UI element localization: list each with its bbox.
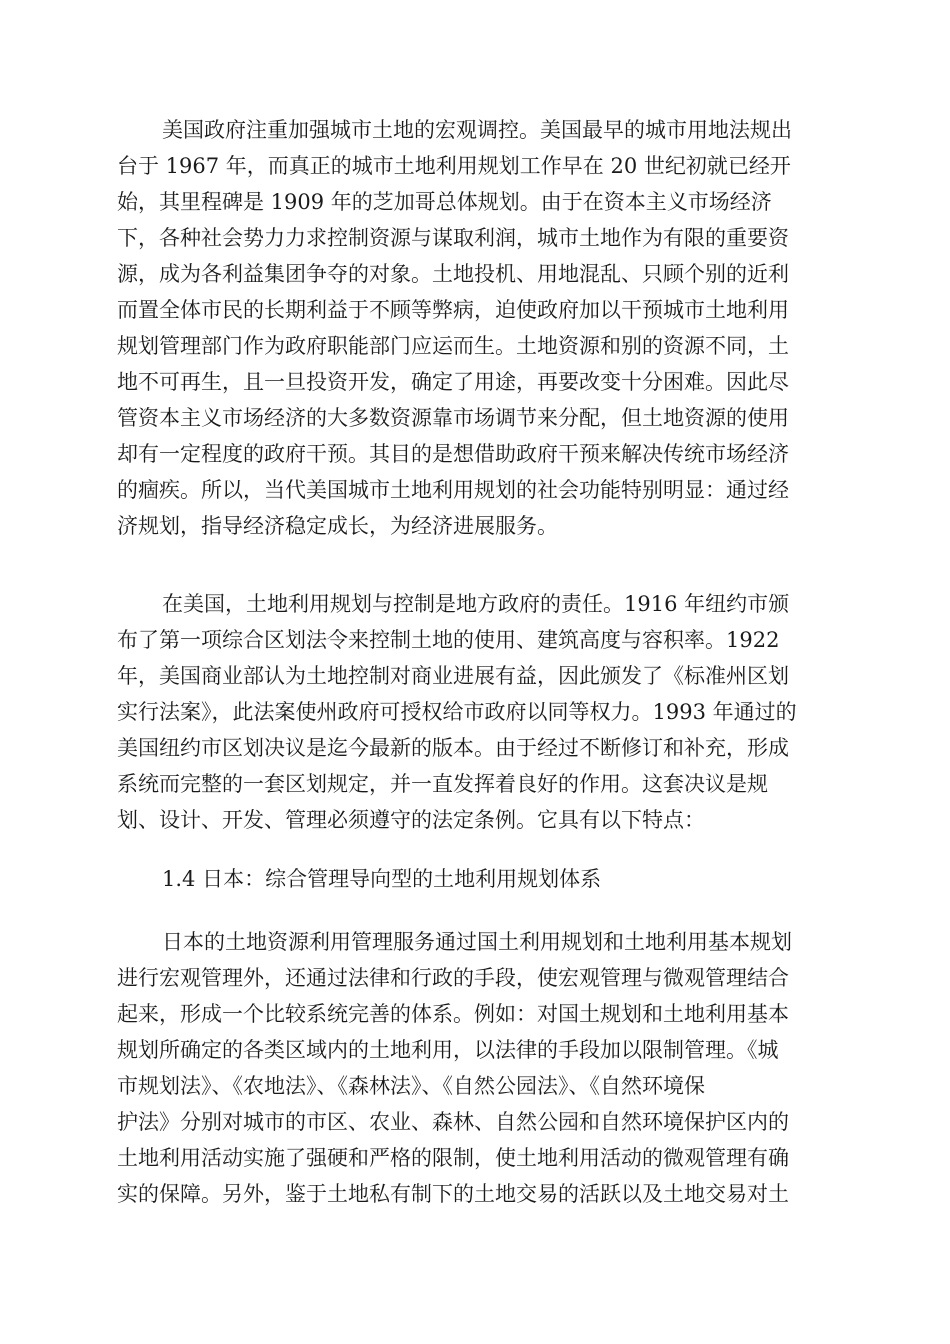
text-line: 始，其里程碑是 1909 年的芝加哥总体规划。由于在资本主义市场经济 [117, 190, 772, 214]
text-line: 源，成为各利益集团争夺的对象。土地投机、用地混乱、只顾个别的近利 [117, 262, 789, 286]
section-heading: 1.4 日本：综合管理导向型的土地利用规划体系 [162, 867, 602, 891]
text-line: 却有一定程度的政府干预。其目的是想借助政府干预来解决传统市场经济 [117, 442, 789, 466]
text-line: 实行法案》，此法案使州政府可授权给市政府以同等权力。1993 年通过的 [117, 700, 797, 724]
text-line: 土地利用活动实施了强硬和严格的限制，使土地利用活动的微观管理有确 [117, 1146, 789, 1170]
text-line: 日本的土地资源利用管理服务通过国土利用规划和土地利用基本规划 [162, 930, 792, 954]
text-line: 划、设计、开发、管理必须遵守的法定条例。它具有以下特点： [117, 808, 705, 832]
text-line: 的痼疾。所以，当代美国城市土地利用规划的社会功能特别明显：通过经 [117, 478, 789, 502]
text-line: 实的保障。另外，鉴于土地私有制下的土地交易的活跃以及土地交易对土 [117, 1182, 789, 1206]
text-line: 管资本主义市场经济的大多数资源靠市场调节来分配，但土地资源的使用 [117, 406, 789, 430]
text-line: 地不可再生，且一旦投资开发，确定了用途，再要改变十分困难。因此尽 [117, 370, 789, 394]
text-line: 台于 1967 年，而真正的城市土地利用规划工作早在 20 世纪初就已经开 [117, 154, 791, 178]
text-line: 规划管理部门作为政府职能部门应运而生。土地资源和别的资源不同，土 [117, 334, 789, 358]
text-line: 美国纽约市区划决议是迄今最新的版本。由于经过不断修订和补充，形成 [117, 736, 789, 760]
text-line: 起来，形成一个比较系统完善的体系。例如：对国土规划和土地利用基本 [117, 1002, 789, 1026]
text-line: 布了第一项综合区划法令来控制土地的使用、建筑高度与容积率。1922 [117, 628, 780, 652]
text-line: 而置全体市民的长期利益于不顾等弊病，迫使政府加以干预城市土地利用 [117, 298, 789, 322]
text-line: 济规划，指导经济稳定成长，为经济进展服务。 [117, 514, 558, 538]
text-line: 进行宏观管理外，还通过法律和行政的手段，使宏观管理与微观管理结合 [117, 966, 789, 990]
text-line: 系统而完整的一套区划规定，并一直发挥着良好的作用。这套决议是规 [117, 772, 768, 796]
text-line: 在美国，土地利用规划与控制是地方政府的责任。1916 年纽约市颁 [162, 592, 790, 616]
text-line: 护法》分别对城市的市区、农业、森林、自然公园和自然环境保护区内的 [117, 1110, 789, 1134]
text-line: 下，各种社会势力力求控制资源与谋取利润，城市土地作为有限的重要资 [117, 226, 789, 250]
text-line: 年，美国商业部认为土地控制对商业进展有益，因此颁发了《标准州区划 [117, 664, 789, 688]
text-line: 市规划法》、《农地法》、《森林法》、《自然公园法》、《自然环境保 [117, 1074, 705, 1098]
text-line: 规划所确定的各类区域内的土地利用，以法律的手段加以限制管理。《城 [117, 1038, 779, 1062]
text-line: 美国政府注重加强城市土地的宏观调控。美国最早的城市用地法规出 [162, 118, 792, 142]
